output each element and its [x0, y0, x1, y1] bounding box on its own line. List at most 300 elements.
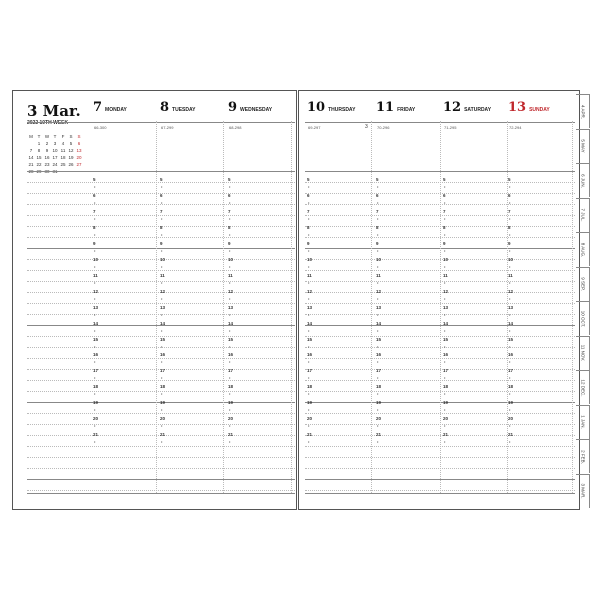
month-tab-label: 9 SEP.: [580, 277, 585, 291]
half-hour-dot: •: [308, 391, 310, 397]
mini-cal-date: 15: [36, 155, 42, 160]
day-number: 13: [508, 100, 527, 115]
mini-cal-date: 19: [68, 155, 74, 160]
half-hour-dot: •: [94, 327, 96, 333]
hour-label: 20: [228, 416, 234, 422]
mini-calendar: [27, 133, 83, 175]
day-header: [307, 100, 355, 115]
mini-cal-week-row: [27, 140, 83, 147]
mini-cal-date: 5: [69, 141, 73, 146]
hour-label: 20: [443, 416, 449, 422]
month-day-title: 3 Mar.: [27, 102, 81, 120]
half-hour-dot: •: [229, 327, 231, 333]
half-hour-dot: •: [444, 407, 446, 413]
day-count: 68-298: [229, 125, 242, 130]
half-hour-dot: •: [161, 263, 163, 269]
hour-label: 13: [443, 304, 449, 310]
half-hour-dot: •: [308, 263, 310, 269]
half-hour-dot: •: [509, 407, 511, 413]
hour-line: [27, 490, 295, 491]
half-hour-dot: •: [377, 423, 379, 429]
hour-label: 5: [443, 177, 446, 182]
hour-label: 11: [443, 272, 448, 278]
month-tab[interactable]: [576, 94, 590, 128]
half-hour-dot: •: [444, 439, 446, 445]
hour-label: 6: [228, 192, 231, 198]
hour-label: 14: [508, 320, 514, 326]
hour-label: 20: [376, 416, 382, 422]
day-number: 8: [160, 100, 170, 115]
month-tab[interactable]: [576, 336, 590, 370]
mini-cal-date: 23: [44, 162, 50, 167]
half-hour-dot: •: [377, 311, 379, 317]
mini-cal-date: 3: [53, 141, 57, 146]
month-tab[interactable]: [576, 163, 590, 197]
hour-label: 8: [228, 224, 231, 230]
half-hour-dot: •: [444, 375, 446, 381]
day-header: [443, 100, 491, 115]
day-divider: [440, 121, 441, 493]
half-hour-dot: •: [161, 343, 163, 349]
day-number: 12: [443, 100, 462, 115]
half-hour-dot: •: [94, 311, 96, 317]
hour-label: 16: [508, 352, 514, 358]
mini-cal-weekday: T: [53, 134, 57, 139]
half-hour-dot: •: [94, 279, 96, 285]
hour-label: 20: [307, 416, 313, 422]
half-hour-dot: •: [308, 311, 310, 317]
hour-label: 20: [508, 416, 514, 422]
hour-label: 14: [93, 320, 99, 326]
half-hour-dot: •: [377, 343, 379, 349]
half-hour-dot: •: [229, 343, 231, 349]
hour-label: 16: [307, 352, 313, 358]
hour-label: 14: [443, 320, 449, 326]
mini-cal-date: 25: [60, 162, 66, 167]
mini-cal-date: 28: [28, 169, 34, 174]
day-count: 72-294: [509, 125, 522, 130]
half-hour-dot: •: [94, 247, 96, 253]
half-hour-dot: •: [308, 359, 310, 365]
half-hour-dot: •: [161, 199, 163, 205]
hour-label: 13: [228, 304, 234, 310]
hour-label: 18: [160, 384, 166, 390]
hour-label: 11: [160, 272, 165, 278]
hour-label: 6: [443, 192, 446, 198]
half-hour-dot: •: [94, 359, 96, 365]
half-hour-dot: •: [94, 295, 96, 301]
half-hour-dot: •: [444, 391, 446, 397]
mini-cal-date: 20: [76, 155, 82, 160]
month-tab-label: 2 FEB.: [580, 449, 585, 464]
hour-label: 18: [93, 384, 99, 390]
mini-cal-weekday: S: [77, 134, 81, 139]
month-tab[interactable]: [576, 301, 590, 335]
half-hour-dot: •: [94, 439, 96, 445]
hour-label: 9: [160, 240, 163, 246]
mini-cal-weekday: M: [29, 134, 33, 139]
half-hour-dot: •: [509, 295, 511, 301]
mini-cal-date: 22: [36, 162, 42, 167]
half-hour-dot: •: [308, 231, 310, 237]
hour-label: 13: [376, 304, 382, 310]
day-divider: [371, 121, 372, 493]
day-number: 9: [228, 100, 238, 115]
day-name: THURSDAY: [328, 107, 356, 113]
half-hour-dot: •: [444, 327, 446, 333]
hour-label: 14: [228, 320, 234, 326]
hour-line: [27, 468, 295, 469]
half-hour-dot: •: [94, 231, 96, 237]
half-hour-dot: •: [308, 407, 310, 413]
half-hour-dot: •: [444, 231, 446, 237]
day-name: MONDAY: [105, 107, 127, 113]
mini-cal-date: 26: [68, 162, 74, 167]
hour-label: 21: [443, 432, 449, 438]
hour-label: 9: [307, 240, 310, 246]
half-hour-dot: •: [377, 279, 379, 285]
mini-cal-date: 7: [29, 148, 33, 153]
hour-label: 15: [93, 336, 99, 342]
mini-cal-header-row: [27, 133, 83, 140]
hour-label: 19: [508, 400, 514, 406]
hour-label: 13: [508, 304, 514, 310]
hour-label: 10: [443, 256, 449, 262]
half-hour-dot: •: [229, 311, 231, 317]
month-tab-label: 1 JAN.: [580, 415, 585, 429]
half-hour-dot: •: [308, 295, 310, 301]
mini-cal-weekday: W: [44, 134, 50, 139]
hour-label: 17: [443, 368, 449, 374]
half-hour-dot: •: [377, 359, 379, 365]
hour-label: 19: [307, 400, 313, 406]
month-tab-label: 8 AUG.: [580, 242, 585, 257]
mini-cal-date: 2: [45, 141, 49, 146]
half-hour-dot: •: [509, 199, 511, 205]
mini-cal-date: 18: [60, 155, 66, 160]
half-hour-dot: •: [377, 407, 379, 413]
hour-label: 21: [93, 432, 99, 438]
hour-label: 6: [376, 192, 379, 198]
hour-label: 15: [376, 336, 382, 342]
half-hour-dot: •: [377, 439, 379, 445]
half-hour-dot: •: [94, 263, 96, 269]
month-tab-label: 11 NOV.: [580, 344, 585, 362]
hour-label: 14: [376, 320, 382, 326]
hour-label: 5: [93, 177, 96, 182]
half-hour-dot: •: [444, 279, 446, 285]
day-count: 70-296: [377, 125, 390, 130]
hour-label: 15: [160, 336, 166, 342]
month-tab-label: 6 JUN.: [580, 173, 585, 188]
hour-label: 9: [93, 240, 96, 246]
half-hour-dot: •: [377, 295, 379, 301]
day-count: 69-297: [308, 125, 321, 130]
hour-label: 12: [508, 288, 514, 294]
half-hour-dot: •: [161, 391, 163, 397]
hour-label: 8: [376, 224, 379, 230]
half-hour-dot: •: [161, 439, 163, 445]
hour-label: 20: [160, 416, 166, 422]
half-hour-dot: •: [229, 375, 231, 381]
day-header: [160, 100, 195, 115]
half-hour-dot: •: [444, 263, 446, 269]
month-tab[interactable]: [576, 232, 590, 266]
hour-label: 9: [228, 240, 231, 246]
half-hour-dot: •: [308, 343, 310, 349]
hour-label: 5: [160, 177, 163, 182]
hour-label: 6: [93, 192, 96, 198]
half-hour-dot: •: [229, 231, 231, 237]
half-hour-dot: •: [229, 423, 231, 429]
day-divider: [572, 121, 573, 493]
hour-label: 20: [93, 416, 99, 422]
half-hour-dot: •: [229, 247, 231, 253]
hour-label: 12: [376, 288, 382, 294]
half-hour-dot: •: [94, 343, 96, 349]
day-number: 7: [93, 100, 103, 115]
half-hour-dot: •: [308, 375, 310, 381]
hour-line: [27, 182, 295, 183]
half-hour-dot: •: [377, 247, 379, 253]
half-hour-dot: •: [94, 375, 96, 381]
hour-label: 9: [508, 240, 511, 246]
day-divider: [156, 121, 157, 493]
day-number: 11: [376, 100, 395, 115]
hour-label: 10: [376, 256, 382, 262]
month-index-tabs: [576, 90, 590, 510]
hour-line: [27, 413, 295, 414]
mini-cal-date: [27, 140, 35, 147]
half-hour-dot: •: [308, 215, 310, 221]
half-hour-dot: •: [161, 247, 163, 253]
day-header: [376, 100, 415, 115]
half-hour-dot: •: [509, 375, 511, 381]
page-bottom-rule: [27, 493, 295, 494]
hour-label: 19: [443, 400, 449, 406]
half-hour-dot: •: [308, 439, 310, 445]
hour-label: 8: [160, 224, 163, 230]
hour-label: 9: [376, 240, 379, 246]
header-rule: [27, 122, 295, 123]
mini-cal-date: 10: [52, 148, 58, 153]
hour-label: 11: [307, 272, 312, 278]
mini-cal-date: 12: [68, 148, 74, 153]
hour-label: 10: [508, 256, 514, 262]
half-hour-dot: •: [94, 407, 96, 413]
month-tab-label: 4 APR.: [580, 104, 585, 119]
half-hour-dot: •: [509, 215, 511, 221]
hour-label: 16: [228, 352, 234, 358]
half-hour-dot: •: [509, 184, 511, 189]
mini-cal-week-row: [27, 147, 83, 154]
mini-cal-date: 6: [77, 141, 81, 146]
month-tab[interactable]: [576, 198, 590, 232]
month-tab[interactable]: [576, 129, 590, 163]
half-hour-dot: •: [161, 375, 163, 381]
hour-label: 21: [376, 432, 382, 438]
half-hour-dot: •: [509, 343, 511, 349]
hour-label: 6: [508, 192, 511, 198]
half-hour-dot: •: [444, 247, 446, 253]
mini-cal-date: 16: [44, 155, 50, 160]
half-hour-dot: •: [377, 327, 379, 333]
hour-label: 18: [376, 384, 382, 390]
month-tab[interactable]: [576, 370, 590, 404]
hour-label: 17: [228, 368, 234, 374]
hour-label: 14: [307, 320, 313, 326]
half-hour-dot: •: [377, 231, 379, 237]
mini-cal-date: 29: [36, 169, 42, 174]
hour-label: 6: [307, 192, 310, 198]
half-hour-dot: •: [229, 295, 231, 301]
hour-label: 19: [228, 400, 234, 406]
hour-label: 18: [508, 384, 514, 390]
month-tab[interactable]: [576, 267, 590, 301]
month-tab[interactable]: [576, 474, 590, 508]
day-header: [228, 100, 272, 115]
hour-label: 7: [443, 208, 446, 214]
half-hour-dot: •: [509, 311, 511, 317]
hour-label: 12: [160, 288, 166, 294]
hour-label: 5: [508, 177, 511, 182]
hour-label: 7: [307, 208, 310, 214]
mini-cal-date: 1: [37, 141, 41, 146]
half-hour-dot: •: [444, 343, 446, 349]
half-hour-dot: •: [94, 423, 96, 429]
hour-label: 19: [93, 400, 99, 406]
hour-label: 7: [160, 208, 163, 214]
half-hour-dot: •: [509, 327, 511, 333]
day-number: 10: [307, 100, 326, 115]
half-hour-dot: •: [444, 184, 446, 189]
mini-cal-weekday: S: [69, 134, 73, 139]
half-hour-dot: •: [444, 359, 446, 365]
hour-label: 15: [443, 336, 449, 342]
day-name: FRIDAY: [397, 107, 416, 113]
hour-label: 17: [307, 368, 313, 374]
month-tab-label: 10 OCT.: [580, 310, 585, 327]
hour-line: [27, 457, 295, 458]
mini-cal-date: 4: [61, 141, 65, 146]
hour-label: 11: [93, 272, 98, 278]
hour-label: 5: [307, 177, 310, 182]
hour-line: [27, 446, 295, 447]
half-hour-dot: •: [308, 247, 310, 253]
hour-label: 13: [160, 304, 166, 310]
hour-label: 9: [443, 240, 446, 246]
half-hour-dot: •: [308, 199, 310, 205]
half-hour-dot: •: [509, 423, 511, 429]
half-hour-dot: •: [509, 247, 511, 253]
mini-cal-date: 11: [60, 148, 66, 153]
hour-label: 21: [160, 432, 166, 438]
half-hour-dot: •: [509, 231, 511, 237]
hour-label: 15: [307, 336, 313, 342]
hour-label: 19: [376, 400, 382, 406]
half-hour-dot: •: [161, 359, 163, 365]
half-hour-dot: •: [377, 215, 379, 221]
hour-label: 17: [508, 368, 514, 374]
hour-label: 8: [443, 224, 446, 230]
month-tab[interactable]: [576, 405, 590, 439]
hour-label: 12: [307, 288, 313, 294]
hour-label: 18: [307, 384, 313, 390]
hour-label: 6: [160, 192, 163, 198]
half-hour-dot: •: [377, 375, 379, 381]
day-name: WEDNESDAY: [240, 107, 273, 113]
half-hour-dot: •: [94, 391, 96, 397]
day-name: SATURDAY: [464, 107, 492, 113]
hour-label: 12: [93, 288, 99, 294]
half-hour-dot: •: [161, 184, 163, 189]
mini-cal-date: 21: [28, 162, 34, 167]
mini-cal-week-row: [27, 154, 83, 161]
hour-label: 11: [508, 272, 513, 278]
hour-label: 10: [93, 256, 99, 262]
hour-label: 21: [307, 432, 313, 438]
hour-line: [27, 479, 295, 480]
mini-cal-date: 9: [45, 148, 49, 153]
day-header: [508, 100, 550, 115]
page-bottom-rule: [305, 493, 575, 494]
half-hour-dot: •: [161, 295, 163, 301]
hour-label: 17: [160, 368, 166, 374]
mini-cal-week-row: [27, 161, 83, 168]
hour-label: 5: [376, 177, 379, 182]
hour-label: 8: [508, 224, 511, 230]
half-hour-dot: •: [161, 311, 163, 317]
half-hour-dot: •: [161, 327, 163, 333]
mini-cal-date: 24: [52, 162, 58, 167]
hour-label: 7: [376, 208, 379, 214]
half-hour-dot: •: [444, 199, 446, 205]
month-tab-label: 5 MAY: [580, 139, 585, 153]
mini-cal-date: 31: [52, 169, 58, 174]
half-hour-dot: •: [229, 199, 231, 205]
half-hour-dot: •: [444, 295, 446, 301]
hour-label: 7: [93, 208, 96, 214]
half-hour-dot: •: [161, 407, 163, 413]
half-hour-dot: •: [94, 199, 96, 205]
hour-label: 12: [228, 288, 234, 294]
half-hour-dot: •: [229, 407, 231, 413]
half-hour-dot: •: [229, 184, 231, 189]
half-hour-dot: •: [509, 359, 511, 365]
hours-top-rule: [27, 171, 295, 172]
half-hour-dot: •: [509, 279, 511, 285]
half-hour-dot: •: [229, 215, 231, 221]
hour-label: 18: [228, 384, 234, 390]
half-hour-dot: •: [377, 184, 379, 189]
hour-label: 7: [508, 208, 511, 214]
half-hour-dot: •: [161, 231, 163, 237]
hour-label: 13: [93, 304, 99, 310]
day-count: 71-295: [444, 125, 457, 130]
week-mark: 3: [365, 124, 368, 130]
hour-label: 8: [93, 224, 96, 230]
right-page: [298, 90, 580, 510]
half-hour-dot: •: [94, 215, 96, 221]
hour-label: 16: [443, 352, 449, 358]
day-count: 66-300: [94, 125, 107, 130]
half-hour-dot: •: [444, 423, 446, 429]
hour-label: 15: [508, 336, 514, 342]
half-hour-dot: •: [308, 423, 310, 429]
half-hour-dot: •: [229, 439, 231, 445]
month-tab[interactable]: [576, 439, 590, 473]
hour-label: 10: [160, 256, 166, 262]
